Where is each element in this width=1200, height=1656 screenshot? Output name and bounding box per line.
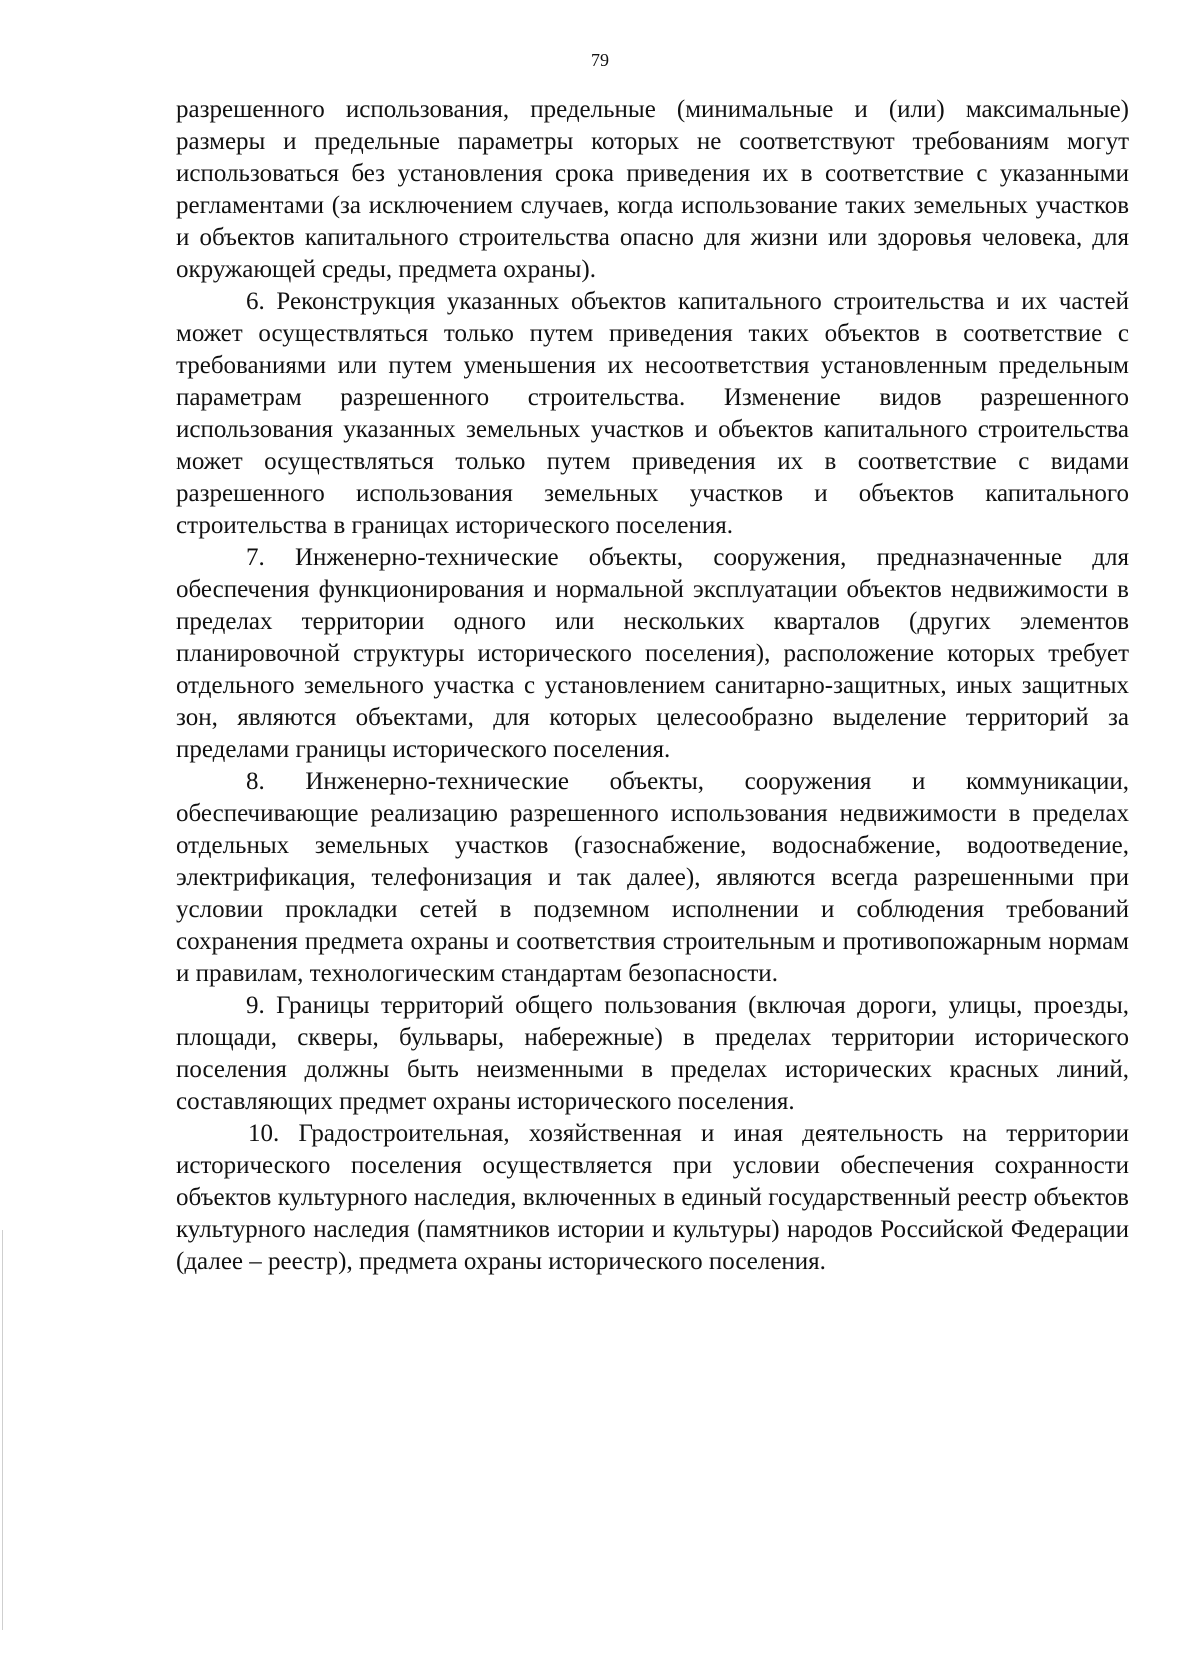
paragraph-6: 6. Реконструкция указанных объектов капитального строительства и их частей может осуществляться только путем приведения таких объектов в соответствие с требованиями или путем уменьшения их несоответствия установленным предельным параметрам разрешенного строительства. Изменение видов разрешенного использования указанных земельных участков и объектов капитального строительства может осуществляться только путем приведения их в соответствие с видами разрешенного использования земельных участков и объектов капитального строительства в границах исторического поселения. — [176, 288, 1129, 539]
paragraph-9: 9. Границы территорий общего пользования (включая дороги, улицы, проезды, площади, скверы, бульвары, набережные) в пределах территории исторического поселения должны быть неизменными в пределах исторических красных линий, составляющих предмет охраны исторического поселения. — [176, 992, 1129, 1115]
paragraph-continuation: разрешенного использования, предельные (минимальные и (или) максимальные) размеры и предельные параметры которых не соответствуют требованиям могут использоваться без установления срока приведения их в соответствие с указанными регламентами (за исключением случаев, когда использование таких земельных участков и объектов капитального строительства опасно для жизни или здоровья человека, для окружающей среды, предмета охраны). — [176, 96, 1129, 283]
page-number: 79 — [591, 50, 609, 70]
document-body — [176, 94, 1129, 1278]
paragraph-8: 8. Инженерно-технические объекты, сооружения и коммуникации, обеспечивающие реализацию разрешенного использования недвижимости в пределах отдельных земельных участков (газоснабжение, водоснабжение, водоотведение, электрификация, телефонизация и так далее), являются всегда разрешенными при условии прокладки сетей в подземном исполнении и соблюдения требований сохранения предмета охраны и соответствия строительным и противопожарным нормам и правилам, технологическим стандартам безопасности. — [176, 768, 1129, 987]
paragraph-10: 10. Градостроительная, хозяйственная и иная деятельность на территории исторического поселения осуществляется при условии обеспечения сохранности объектов культурного наследия, включенных в единый государственный реестр объектов культурного наследия (памятников истории и культуры) народов Российской Федерации (далее – реестр), предмета охраны исторического поселения. — [176, 1120, 1129, 1275]
scan-edge-line — [2, 1230, 3, 1630]
paragraph-7: 7. Инженерно-технические объекты, сооружения, предназначенные для обеспечения функционирования и нормальной эксплуатации объектов недвижимости в пределах территории одного или нескольких кварталов (других элементов планировочной структуры исторического поселения), расположение которых требует отдельного земельного участка с установлением санитарно-защитных, иных защитных зон, являются объектами, для которых целесообразно выделение территорий за пределами границы исторического поселения. — [176, 544, 1129, 763]
